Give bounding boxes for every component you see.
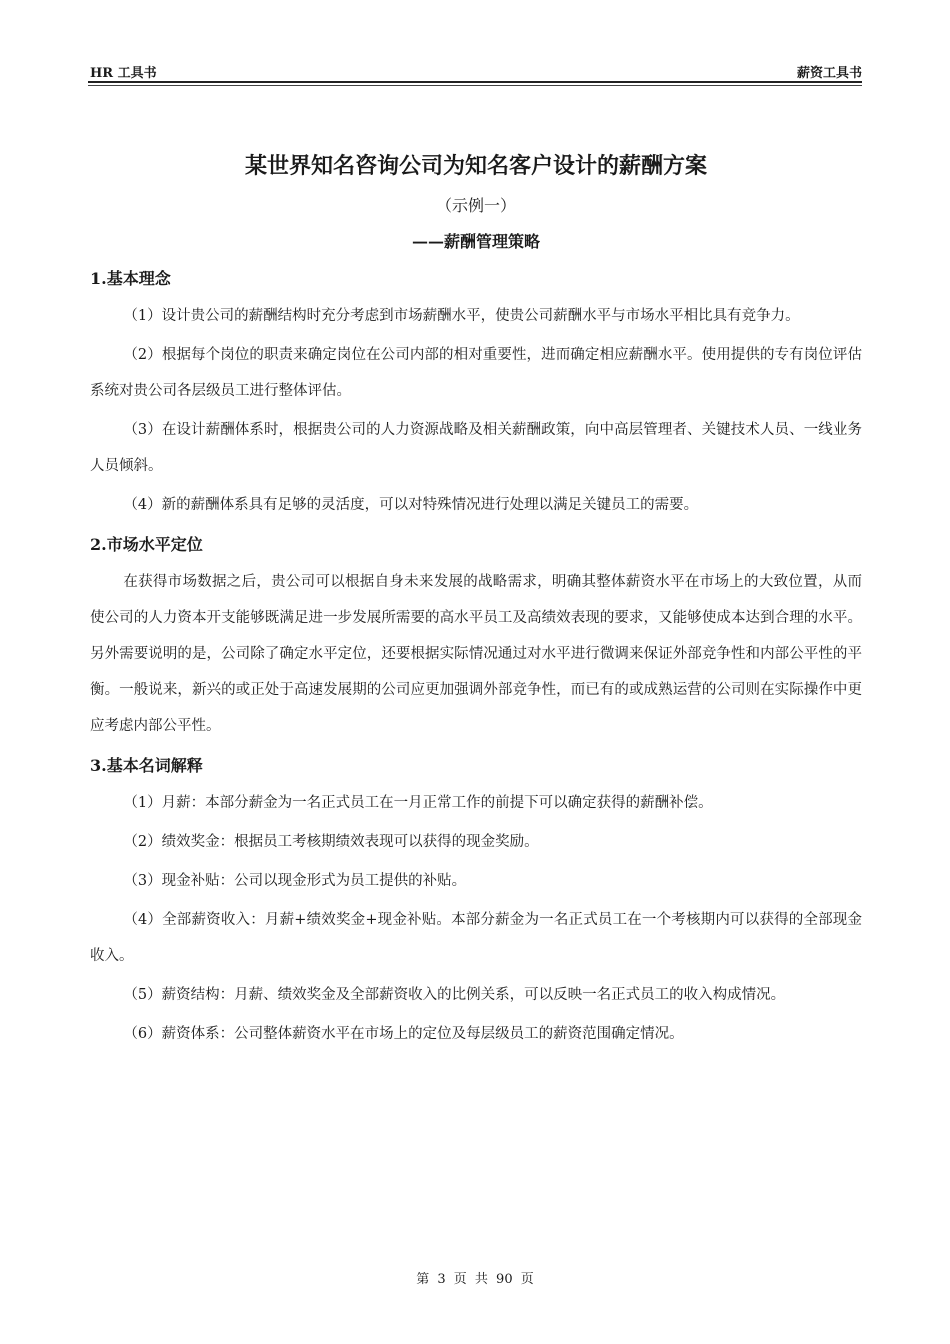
paragraph: （3）在设计薪酬体系时，根据贵公司的人力资源战略及相关薪酬政策，向中高层管理者、关键技术人员、一线业务人员倾斜。 — [90, 422, 862, 474]
document-body — [90, 144, 862, 1055]
paragraph: （3）现金补贴：公司以现金形式为员工提供的补贴。 — [123, 873, 467, 889]
paragraph: （2）根据每个岗位的职责来确定岗位在公司内部的相对重要性，进而确定相应薪酬水平。使用提供的专有岗位评估系统对贵公司各层级员工进行整体评估。 — [90, 347, 862, 399]
document-subtitle: （示例一） — [435, 196, 516, 215]
section-heading: 2.市场水平定位 — [90, 535, 203, 554]
header-left-text: HR 工具书 — [90, 66, 157, 81]
section-basic-concept — [90, 260, 862, 523]
running-header — [90, 62, 862, 82]
document-title: 某世界知名咨询公司为知名客户设计的薪酬方案 — [244, 153, 707, 179]
document-subtitle-strategy: ——薪酬管理策略 — [411, 232, 540, 251]
paragraph: （1）设计贵公司的薪酬结构时充分考虑到市场薪酬水平，使贵公司薪酬水平与市场水平相比具有竞争力。 — [123, 308, 800, 324]
paragraph: （1）月薪：本部分薪金为一名正式员工在一月正常工作的前提下可以确定获得的薪酬补偿。 — [123, 795, 713, 811]
section-term-definitions — [90, 747, 862, 1052]
header-rule — [88, 81, 862, 83]
header-right-text: 薪资工具书 — [796, 66, 862, 81]
paragraph: （4）全部薪资收入：月薪+绩效奖金+现金补贴。本部分薪金为一名正式员工在一个考核期内可以获得的全部现金收入。 — [90, 912, 862, 964]
section-heading: 3.基本名词解释 — [90, 756, 203, 775]
paragraph: 在获得市场数据之后，贵公司可以根据自身未来发展的战略需求，明确其整体薪资水平在市场上的大致位置，从而使公司的人力资本开支能够既满足进一步发展所需要的高水平员工及高绩效表现的要求，又能够使成本达到合理的水平。另外需要说明的是，公司除了确定水平定位，还要根据实际情况通过对水平进行微调来保证外部竞争性和内部公平性的平衡。一般说来，新兴的或正处于高速发展期的公司应更加强调外部竞争性，而已有的或成熟运营的公司则在实际操作中更应考虑内部公平性。 — [90, 574, 862, 734]
section-heading: 1.基本理念 — [90, 269, 171, 288]
paragraph: （5）薪资结构：月薪、绩效奖金及全部薪资收入的比例关系，可以反映一名正式员工的收入构成情况。 — [123, 987, 786, 1003]
paragraph: （4）新的薪酬体系具有足够的灵活度，可以对特殊情况进行处理以满足关键员工的需要。 — [123, 497, 699, 513]
paragraph: （6）薪资体系：公司整体薪资水平在市场上的定位及每层级员工的薪资范围确定情况。 — [123, 1026, 684, 1042]
page-number-footer: 第 3 页 共 90 页 — [416, 1272, 534, 1287]
header-rule-thin — [88, 85, 862, 86]
paragraph: （2）绩效奖金：根据员工考核期绩效表现可以获得的现金奖励。 — [123, 834, 539, 850]
section-market-positioning — [90, 526, 862, 744]
